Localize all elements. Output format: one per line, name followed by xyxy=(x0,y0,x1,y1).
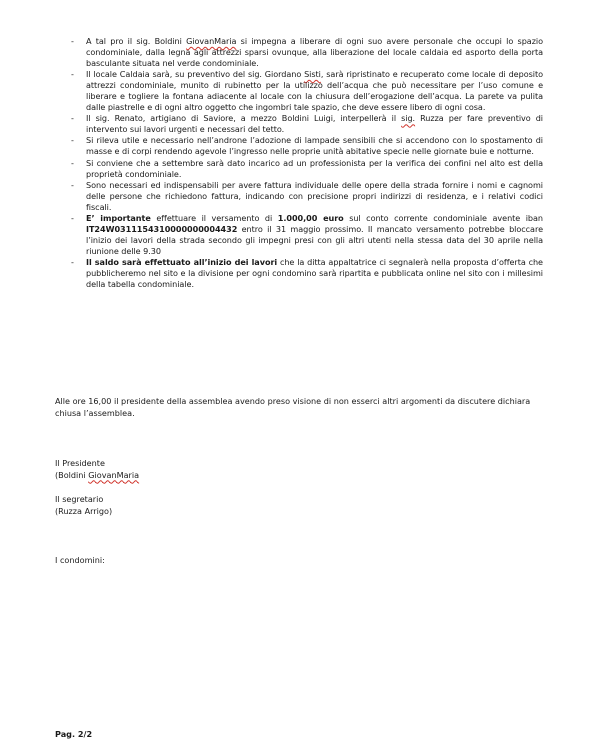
bullet-text: Si conviene che a settembre sarà dato incarico ad un professionista per la verifica dei confini nel alto est della proprietà condominiale. xyxy=(86,157,543,179)
bullet-dash: - xyxy=(71,36,74,46)
bullet-text: sig. xyxy=(401,113,416,124)
bullet-item xyxy=(73,158,543,180)
bullet-item xyxy=(73,213,543,257)
bullet-text: IT24W0311154310000000004432 xyxy=(86,223,238,234)
bullet-item xyxy=(73,113,543,135)
page-number: Pag. 2/2 xyxy=(55,729,93,739)
bullet-text: Il sig. Renato, artigiano di Saviore, a mezzo Boldini Luigi, interpellerà il xyxy=(86,113,402,124)
president-name: (Boldini GiovanMaria xyxy=(55,469,140,480)
bullet-dash: - xyxy=(71,256,74,267)
bullet-text: si impegna a liberare di ogni suo avere personale che occupi lo spazio condominiale, dalla legna agli attrezzi sparsi ovunque, alla liberazione del locale caldaia ed asporto della porta basculante situata nel verde condominiale. xyxy=(86,36,543,69)
bullet-text: Il locale Caldaia sarà, su preventivo del sig. Giordano xyxy=(86,69,305,80)
bullet-text: A tal pro il sig. Boldini xyxy=(86,36,187,46)
bullet-item xyxy=(73,69,543,113)
bullet-text: sul conto corrente condominiale avente iban xyxy=(343,212,544,223)
bullet-dash: - xyxy=(71,179,74,190)
bullet-text: entro il 31 maggio prossimo. Il mancato versamento potrebbe bloccare l’inizio dei lavori della strada secondo gli impegni presi con gli altri utenti nella stessa data del 30 aprile nella riunione delle 9.30 xyxy=(86,223,543,256)
secretary-title: Il segretario xyxy=(55,494,104,504)
bullet-text: GiovanMaria xyxy=(186,36,237,46)
bullet-item xyxy=(73,257,543,290)
bullet-text: che la ditta appaltatrice ci segnalerà nella proposta d’offerta che pubblicheremo nel sito e la divisione per ogni condomino sarà ripartita e pubblicata online nel sito con i millesimi della tabella condominiale. xyxy=(86,256,543,290)
bullet-text: Si rileva utile e necessario nell’androne l’adozione di lampade sensibili che si accendono con lo spostamento di masse e di corpi rendendo agevole l’ingresso nelle proprie unità abitative specie nelle giornate buie e notturne. xyxy=(86,135,543,157)
bullet-text: 1.000,00 euro xyxy=(277,212,344,223)
closing-paragraph: Alle ore 16,00 il presidente della assemblea avendo preso visione di non esserci altri argomenti da discutere dichiara chiusa l’assemblea. xyxy=(55,396,531,418)
bullet-item xyxy=(73,36,543,69)
bullet-dash: - xyxy=(71,212,74,223)
bullet-item xyxy=(73,135,543,157)
secretary-name: (Ruzza Arrigo) xyxy=(55,505,113,516)
bullet-list xyxy=(73,36,543,290)
president-title: Il Presidente xyxy=(55,458,105,468)
bullet-dash: - xyxy=(71,69,74,80)
bullet-dash: - xyxy=(71,157,74,168)
bullet-text: Sisti xyxy=(304,69,321,80)
bullet-dash: - xyxy=(71,113,74,124)
bullet-text: effettuare il versamento di xyxy=(150,212,278,223)
bullet-text: E’ importante xyxy=(86,212,151,223)
bullet-text: Sono necessari ed indispensabili per avere fattura individuale delle opere della strada fornire i nomi e cagnomi delle persone che richiedono fattura, indicando con precisione propri indirizzi di residenza, e i relativi codici fiscali. xyxy=(86,179,543,212)
bullet-text: Il saldo sarà effettuato all’inizio dei lavori xyxy=(86,256,278,267)
president-block xyxy=(55,458,139,481)
bullet-item xyxy=(73,180,543,213)
condomini-label: I condomini: xyxy=(55,555,105,565)
bullet-dash: - xyxy=(71,135,74,146)
bullet-text: Ruzza per fare preventivo di intervento sui lavori urgenti e necessari del tetto. xyxy=(86,113,543,135)
bullet-text: , sarà ripristinato e recuperato come locale di deposito attrezzi condominiale, munito di rubinetto per la utilizzo dell’acqua che può necessitare per l’uso comune e liberare e togliere la fontana adiacente al locale con la chiusura dell’erogazione dell’acqua. La parete va pulita dalle piastrelle e di ogni altro oggetto che ingombri tale spazio, che deve essere libero di ogni cosa. xyxy=(86,69,543,113)
secretary-block xyxy=(55,494,112,517)
